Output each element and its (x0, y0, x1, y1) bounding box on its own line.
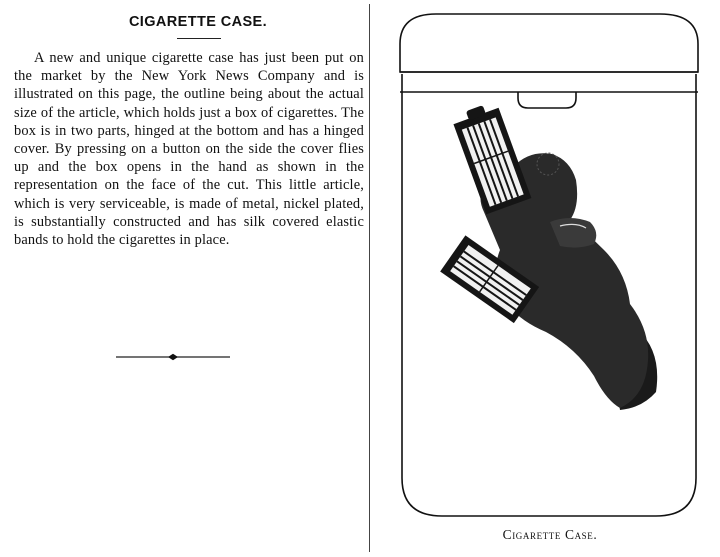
hand-holding-open-case-icon (440, 100, 657, 410)
figure-illustration (380, 0, 720, 557)
article-body: A new and unique cigarette case has just been put on the market by the New York News Company and is illustrated on this page, the outline being about the actual size of the article, which holds just a box of cigarettes. The box is in two parts, hinged at the bottom and has a hinged cover. By pressing on a button on the side the cover flies up and the box opens in the hand as shown in the representation on the face of the cut. This little article, which is very serviceable, is made of metal, nickel plated, is substantially constructed and has silk covered elastic bands to hold the cigarettes in place. (14, 50, 364, 249)
column-divider (369, 4, 370, 552)
article-heading: CIGARETTE CASE. (128, 14, 268, 30)
heading-rule (177, 38, 221, 39)
ornament-divider-icon (116, 353, 230, 361)
figure-caption: Cigarette Case. (502, 527, 598, 542)
article-column (14, 14, 364, 249)
